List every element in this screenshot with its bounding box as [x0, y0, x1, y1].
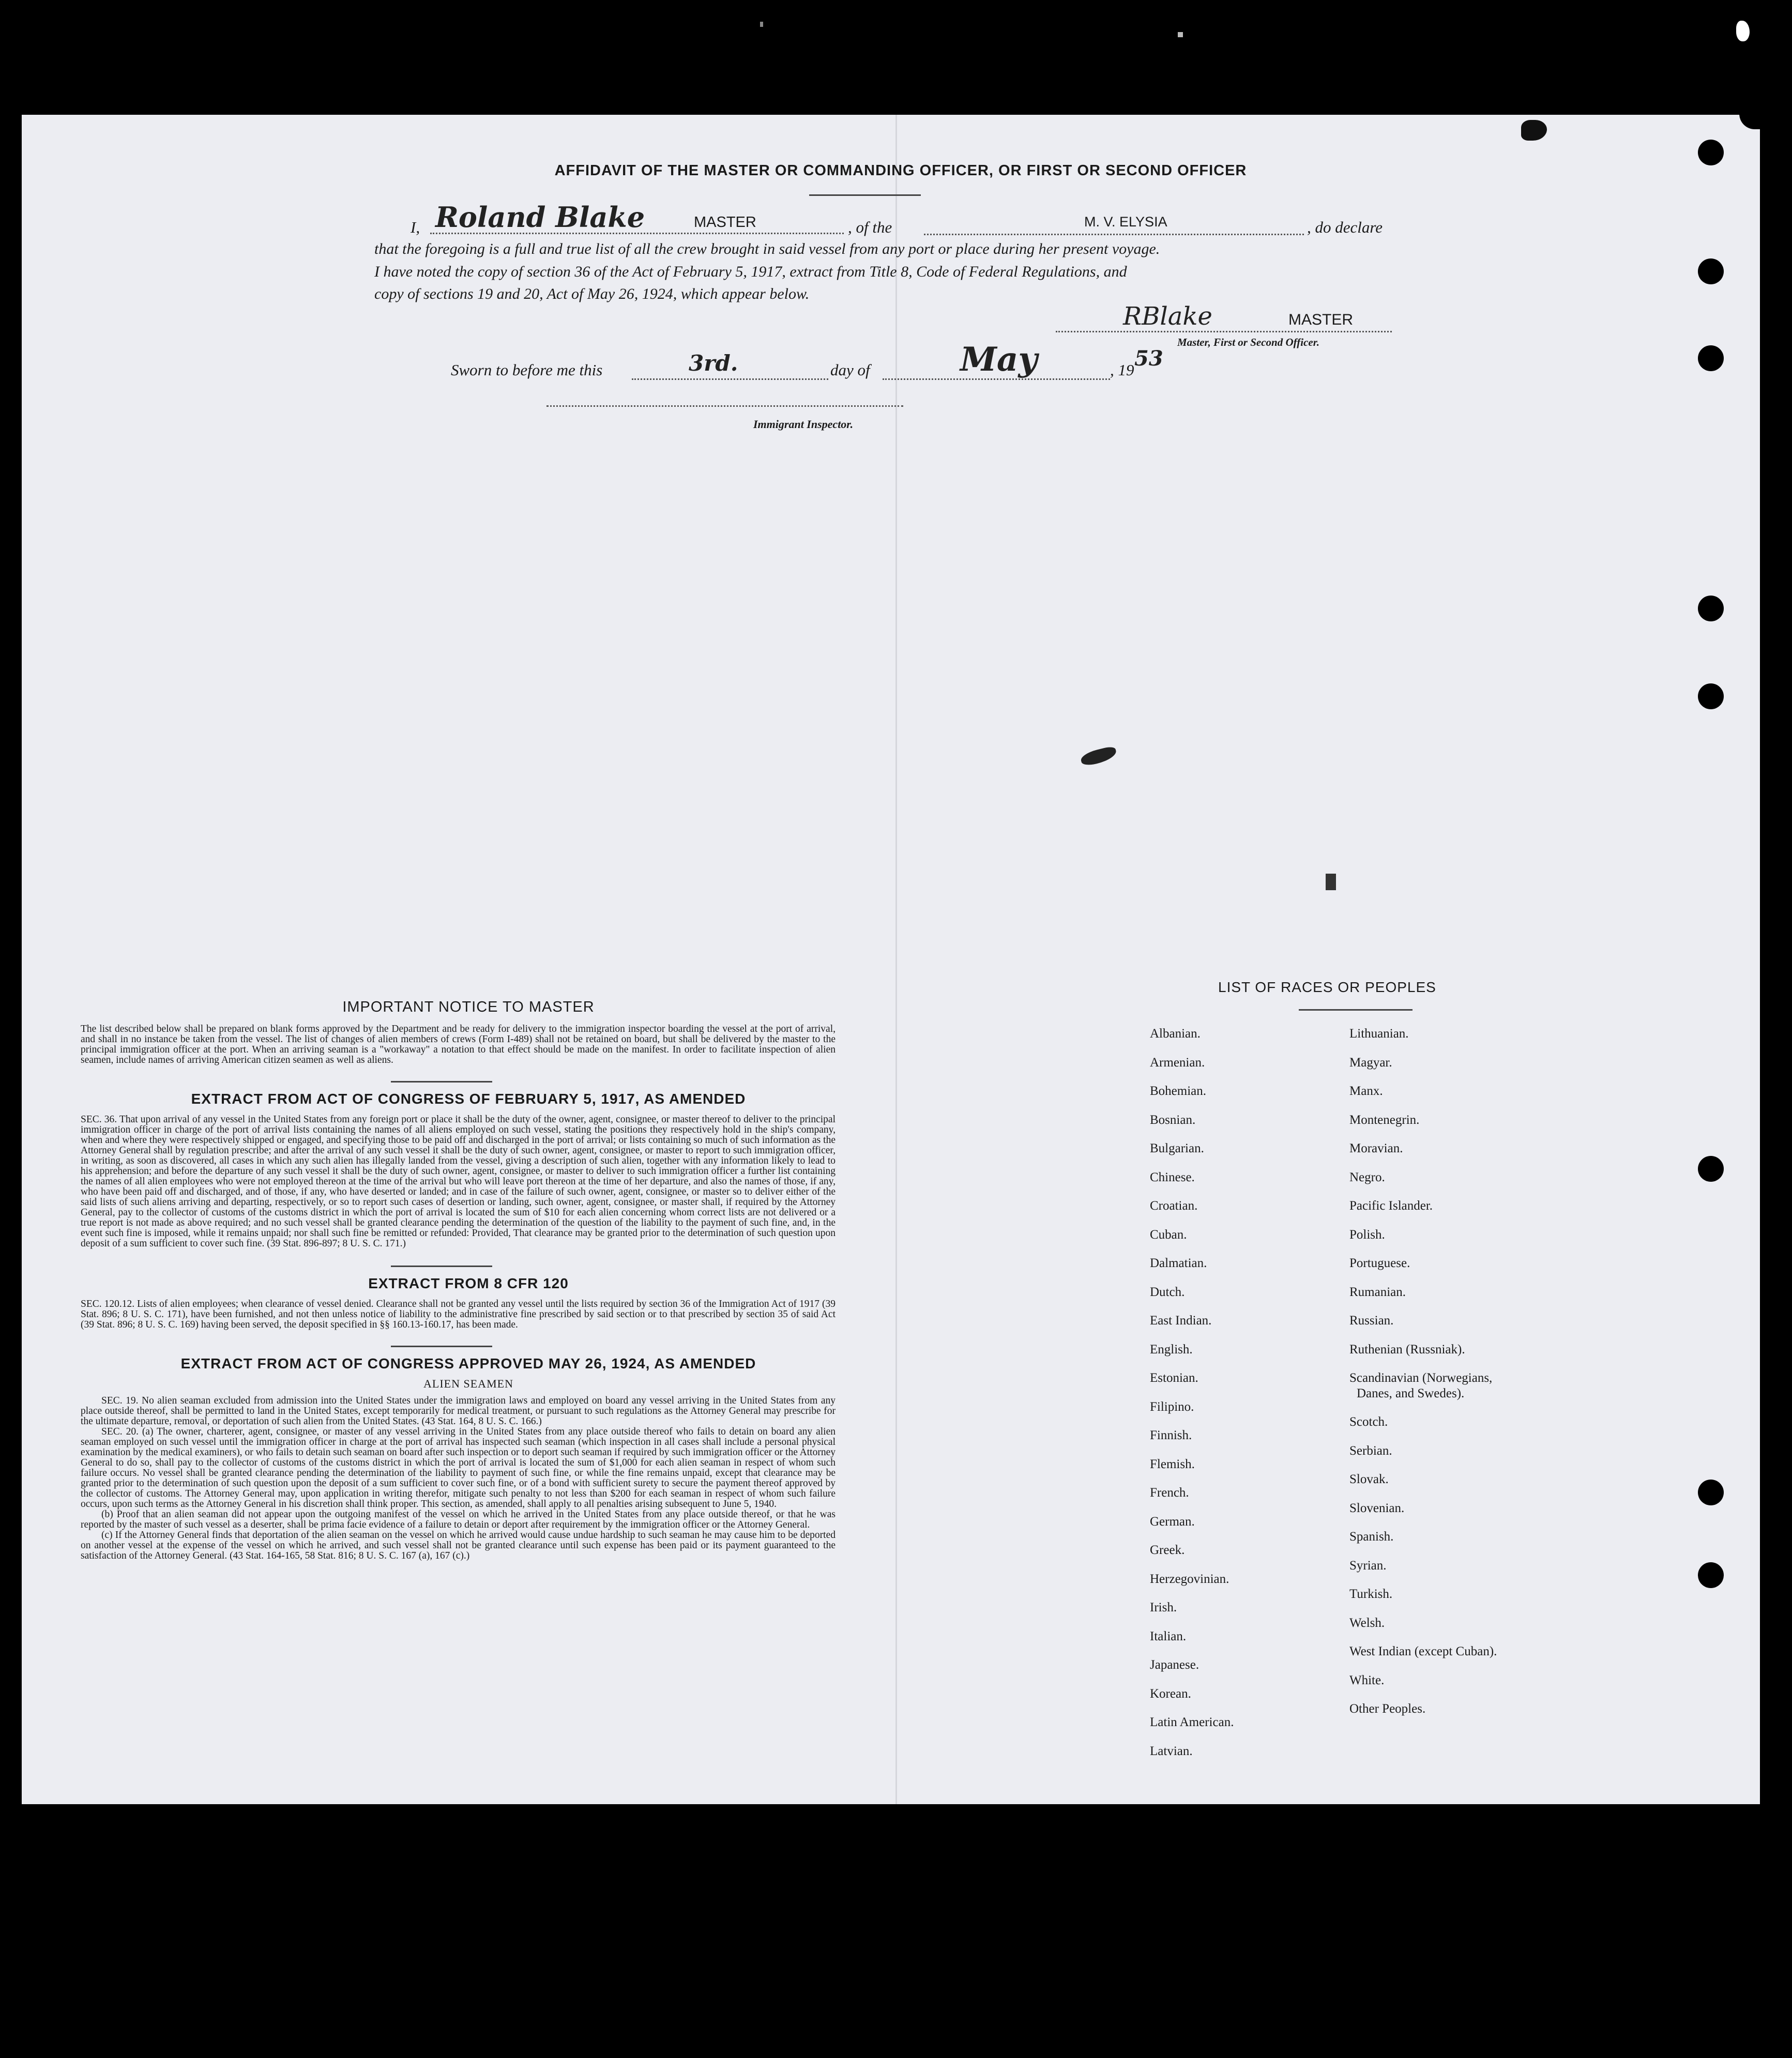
race-item: Other Peoples. — [1349, 1702, 1426, 1716]
race-item: East Indian. — [1150, 1314, 1212, 1328]
race-item: Latin American. — [1150, 1715, 1234, 1729]
race-item: Ruthenian (Russniak). — [1349, 1342, 1465, 1356]
punch-hole — [1698, 345, 1724, 371]
race-item: Lithuanian. — [1349, 1027, 1409, 1041]
race-item: Russian. — [1349, 1314, 1394, 1328]
sworn-month-field — [883, 340, 1110, 380]
race-item: Polish. — [1349, 1227, 1385, 1242]
divider-1 — [391, 1081, 492, 1083]
race-item: Danes, and Swedes). — [1357, 1386, 1465, 1400]
sworn-label: Sworn to before me this — [451, 361, 603, 379]
master-name-field — [430, 201, 844, 234]
document-page — [22, 115, 1760, 1804]
race-item: Spanish. — [1349, 1530, 1394, 1544]
race-item: Croatian. — [1150, 1199, 1198, 1213]
race-item: Greek. — [1150, 1543, 1185, 1557]
race-item: White. — [1349, 1673, 1385, 1687]
race-item: Italian. — [1150, 1629, 1187, 1643]
extract-1924-sec20a: SEC. 20. (a) The owner, charterer, agent, consignee, or master of any vessel arriving in the United States from any place outside thereof who fails to detain on board any alien seaman employed on such vessel until the immigration officer in charge at the port of arrival has inspected such seaman (which inspection in all cases shall include a personal physical examination by the medical examiners), or who fails to detain such seaman on board after such inspection or to deport such seaman if required by such immigration officer or the Attorney General to do so, shall pay to the collector of customs of the customs district in which the port of arrival is located the sum of $1,000 for each alien seaman in respect of whom such failure occurs. No vessel shall be granted clearance pending the determination of the liability to payment of such fine, or while the fine remains unpaid, except that clearance may be granted prior to the determination of such question upon the deposit of a sum sufficient to cover such fine, or of a bond with sufficient surety to secure the payment thereof approved by the collector of customs. The Attorney General may, upon application in writing therefor, mitigate such penalty to not less than $200 for each seaman in respect of whom such failure occurs, upon such terms as the Attorney General in his discretion shall think proper. This section, as amended, shall apply to all penalties arising subsequent to June 5, 1940. — [81, 1426, 836, 1510]
signature-caption: Master, First or Second Officer. — [1177, 336, 1319, 348]
sworn-month: May — [960, 340, 1038, 379]
extract-1924-subtitle: ALIEN SEAMEN — [423, 1377, 513, 1390]
ink-blot — [1521, 120, 1547, 141]
punch-hole — [1698, 1480, 1724, 1505]
race-item: Serbian. — [1349, 1443, 1392, 1458]
race-item: Negro. — [1349, 1170, 1385, 1184]
vessel-name: M. V. ELYSIA — [1084, 214, 1167, 230]
race-item: Herzegovinian. — [1150, 1572, 1229, 1586]
race-item: Albanian. — [1150, 1027, 1201, 1041]
speck — [1178, 32, 1183, 37]
race-item: English. — [1150, 1342, 1193, 1356]
punch-hole — [1698, 1156, 1724, 1182]
year-suffix: 53 — [1134, 346, 1163, 371]
race-item: Moravian. — [1349, 1141, 1403, 1155]
race-item: Filipino. — [1150, 1399, 1194, 1414]
extract-cfr-body: SEC. 120.12. Lists of alien employees; when clearance of vessel denied. Clearance shall not be granted any vessel until the lists required by section 36 of the Immigration Act of 1917 (39 Stat. 896; 8 U. S. C. 171), have been furnished, and not then unless notice of liability to the administrative fine prescribed by said section or to that prescribed by section 35 of said Act (39 Stat. 896; 8 U. S. C. 169) having been served, the deposit specified in §§ 160.13-160.17, has been made. — [81, 1299, 836, 1330]
extract-1924-sec19: SEC. 19. No alien seaman excluded from admission into the United States under the immigration laws and employed on board any vessel arriving in the United States from any place outside thereof, shall be permitted to land in the United States, except temporarily for medical treatment, or pursuant to such regulations as the Attorney General may prescribe for the ultimate departure, removal, or deportation of such alien from the United States. (43 Stat. 164, 8 U. S. C. 166.) — [81, 1395, 836, 1427]
race-item: Bulgarian. — [1150, 1141, 1204, 1155]
race-item: Chinese. — [1150, 1170, 1195, 1184]
sworn-day-field — [632, 350, 828, 380]
races-title: LIST OF RACES OR PEOPLES — [1218, 979, 1436, 995]
race-item: Korean. — [1150, 1686, 1191, 1701]
race-item: Cuban. — [1150, 1227, 1187, 1242]
master-signature: RBlake — [1123, 302, 1212, 331]
race-item: Armenian. — [1150, 1055, 1205, 1070]
do-declare-label: , do declare — [1307, 218, 1383, 236]
race-item: Montenegrin. — [1349, 1112, 1420, 1127]
corner-mark — [1736, 21, 1750, 41]
race-item: Flemish. — [1150, 1457, 1195, 1471]
race-item: Scotch. — [1349, 1415, 1388, 1429]
race-item: Pacific Islander. — [1349, 1199, 1433, 1213]
i-prefix: I, — [411, 218, 420, 236]
punch-hole — [1698, 1562, 1724, 1588]
race-item: Bohemian. — [1150, 1084, 1207, 1098]
extract-1924-sec20b: (b) Proof that an alien seaman did not appear upon the outgoing manifest of the vessel on which he arrived in the United States from any place outside thereof, or that he was reported by the master of such vessel as a deserter, shall be prima facie evidence of a failure to detain or deport after requirement by the immigration officer or the Attorney General. — [81, 1509, 836, 1530]
race-item: Welsh. — [1349, 1615, 1385, 1630]
extract-cfr-title: EXTRACT FROM 8 CFR 120 — [368, 1275, 569, 1291]
inspector-signature-line — [546, 405, 903, 407]
vessel-field — [924, 213, 1304, 235]
master-word: MASTER — [694, 214, 756, 231]
affidavit-title: AFFIDAVIT OF THE MASTER OR COMMANDING OFFICER, OR FIRST OR SECOND OFFICER — [554, 162, 1247, 179]
stamp-mark — [1326, 874, 1336, 890]
race-item: West Indian (except Cuban). — [1349, 1644, 1497, 1658]
race-item: Manx. — [1349, 1084, 1383, 1098]
stain-mark — [1080, 745, 1118, 767]
race-item: Latvian. — [1150, 1744, 1193, 1758]
year-prefix: , 19 — [1110, 361, 1134, 379]
race-item: Rumanian. — [1349, 1285, 1406, 1299]
signature-title: MASTER — [1288, 311, 1354, 328]
race-item: Slovenian. — [1349, 1501, 1405, 1515]
speck — [760, 22, 763, 27]
signature-line — [1056, 302, 1392, 332]
race-item: Turkish. — [1349, 1587, 1393, 1601]
affidavit-body-line-3: copy of sections 19 and 20, Act of May 26, 1924, which appear below. — [374, 285, 810, 302]
race-item: Slovak. — [1349, 1472, 1389, 1486]
divider-2 — [391, 1266, 492, 1267]
race-item: Syrian. — [1349, 1558, 1387, 1573]
extract-1924-title: EXTRACT FROM ACT OF CONGRESS APPROVED MAY 26, 1924, AS AMENDED — [180, 1355, 756, 1371]
race-item: Magyar. — [1349, 1055, 1392, 1070]
races-rule — [1299, 1009, 1413, 1011]
punch-hole — [1698, 258, 1724, 284]
race-item: Dalmatian. — [1150, 1256, 1207, 1270]
title-rule — [809, 194, 921, 196]
race-item: Irish. — [1150, 1600, 1177, 1614]
race-item: Scandinavian (Norwegians, — [1349, 1371, 1493, 1385]
left-column — [81, 999, 856, 1561]
extract-1917-body: SEC. 36. That upon arrival of any vessel in the United States from any foreign port or place it shall be the duty of the owner, agent, consignee, or master thereof to deliver to the principal immigration officer in charge of the port of arrival lists containing the names of all aliens employed on such vessel, stating the positions they respectively hold in the ship's company, when and where they were respectively shipped or engaged, and specifying those to be paid off and discharged in the port of arrival; or lists containing so much of such information as the Attorney General shall by regulation prescribe; and after the arrival of any such vessel it shall be the duty of such owner, agent, consignee, or master to report to such immigration officer, in writing, as soon as discovered, all cases in which any such alien has illegally landed from the vessel, giving a description of such alien, together with any information likely to lead to his apprehension; and before the departure of any such vessel it shall be the duty of such owner, agent, consignee, or master to deliver to such immigration officer a further list containing the names of all alien employees who were not employed thereon at the time of the arrival but who will leave port thereon at the time of her departure, and also the names of those, if any, who have been paid off and discharged, and of those, if any, who have deserted or landed; and in case of the failure of such owner, agent, consignee, or master so to deliver either of the said lists of such aliens arriving and departing, respectively, or so to report such cases of desertion or landing, such owner, agent, consignee, or master shall, if required by the Attorney General, pay to the collector of customs of the customs district in which the port of arrival is located the sum of $10 for each alien concerning whom correct lists are not delivered or a true report is not made as above required; and no such vessel shall be granted clearance pending the determination of the question of the liability to the payment of such fine, and, in the event such fine is imposed, while it remains unpaid; nor shall such fine be remitted or refunded: Provided, That clearance may be granted prior to the determination of such question upon deposit of a sum sufficient to cover such fine. (39 Stat. 896-897; 8 U. S. C. 171.) — [81, 1114, 836, 1249]
torn-corner — [1739, 115, 1760, 129]
race-item: Portuguese. — [1349, 1256, 1410, 1270]
inspector-caption: Immigrant Inspector. — [753, 418, 854, 431]
race-item: Dutch. — [1150, 1285, 1185, 1299]
extract-1924-sec20c: (c) If the Attorney General finds that deportation of the alien seaman on the vessel on which he arrived would cause undue hardship to such seaman he may cause him to be deported on another vessel at the expense of the vessel on which he arrived, and such vessel shall not be granted clearance until such expense has been paid or its payment guaranteed to the satisfaction of the Attorney General. (43 Stat. 164-165, 58 Stat. 816; 8 U. S. C. 167 (a), 167 (c).) — [81, 1530, 836, 1561]
notice-body: The list described below shall be prepared on blank forms approved by the Department and be ready for delivery to the immigration inspector boarding the vessel at the port of arrival, and shall in no instance be taken from the vessel. The list of changes of alien members of crews (Form I-489) shall not be retained on board, but shall be delivered by the master to the principal immigration officer at the port. When an arriving seaman is a "workaway" a notation to that effect should be made on the manifest. In order to facilitate inspection of alien seamen, include names of arriving American citizen seamen as well as aliens. — [81, 1024, 836, 1065]
race-item: Japanese. — [1150, 1658, 1199, 1672]
affidavit-body-line-1: that the foregoing is a full and true list of all the crew brought in said vessel from any port or place during her present voyage. — [374, 240, 1160, 257]
master-name: Roland Blake — [435, 201, 645, 234]
affidavit-body-line-2: I have noted the copy of section 36 of the Act of February 5, 1917, extract from Title 8, Code of Federal Regulations, and — [374, 263, 1127, 280]
race-item: Finnish. — [1150, 1428, 1192, 1442]
race-item: Bosnian. — [1150, 1112, 1196, 1127]
race-item: Estonian. — [1150, 1371, 1198, 1385]
day-of-label: day of — [830, 361, 870, 379]
punch-hole — [1698, 140, 1724, 165]
divider-3 — [391, 1346, 492, 1347]
extract-1917-title: EXTRACT FROM ACT OF CONGRESS OF FEBRUARY 5, 1917, AS AMENDED — [191, 1091, 746, 1107]
race-item: German. — [1150, 1514, 1195, 1529]
of-the-label: , of the — [848, 218, 892, 236]
notice-title: IMPORTANT NOTICE TO MASTER — [342, 999, 595, 1015]
race-item: French. — [1150, 1486, 1189, 1500]
punch-hole — [1698, 683, 1724, 709]
sworn-day: 3rd. — [689, 350, 738, 376]
punch-hole — [1698, 596, 1724, 621]
